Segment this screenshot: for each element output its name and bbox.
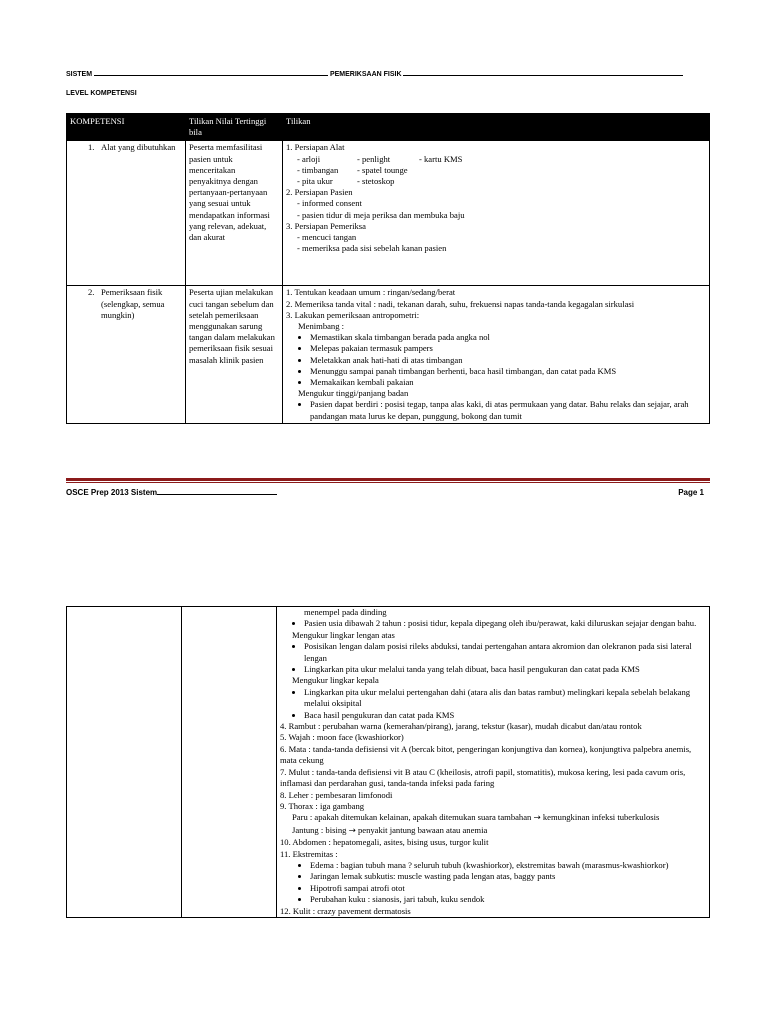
item-abdomen: 10. Abdomen : hepatomegali, asites, bising usus, turgor kulit [280,837,489,848]
alat-pita-ukur: - pita ukur [297,176,333,187]
item-kulit: 12. Kulit : crazy pavement dermatosis [280,905,411,916]
header-kompetensi: KOMPETENSI [67,114,186,141]
row1-nilai-cell [186,141,283,286]
item-antropometri: 3. Lakukan pemeriksaan antropometri: [286,309,420,320]
item-rambut: 4. Rambut : perubahan warna (kemerahan/pirang), jarang, tekstur (kasar), mudah dicabut dan/atau rontok [280,721,642,732]
row2-nilai-cell [186,286,283,423]
pemeriksaan-blank-line [403,69,683,76]
persiapan-alat: 1. Persiapan Alat [286,142,345,153]
pemeriksa-cuci: - mencuci tangan [297,232,357,243]
item-ekstremitas: 11. Ekstremitas : [280,848,338,859]
pemeriksa-sisi: - memeriksa pada sisi sebelah kanan pasien [297,243,447,254]
list-item: • Lingkarkan pita ukur melalui tanda yang telah dibuat, baca hasil pengukuran dan catat pada KMS [304,664,706,675]
list-item: • Memastikan skala timbangan berada pada angka nol [310,332,706,343]
alat-kms: - kartu KMS [419,153,463,164]
pemeriksaan-label: PEMERIKSAAN FISIK [329,71,402,78]
table-header-row [67,114,710,141]
ekstremitas-list [280,860,706,906]
paru-result: kemungkinan infeksi tuberkulosis [542,812,660,823]
list-item: • Perubahan kuku : sianosis, jari tabuh, kuku sendok [310,894,706,905]
row1-kompetensi: Alat yang dibutuhkan [101,142,176,153]
sistem-label: SISTEM [66,71,93,78]
list-item: • Lingkarkan pita ukur melalui pertengahan dahi (atara alis dan batas rambut) melingkari kepala sebelah belakang melalui oksipital [304,687,706,710]
pasien-consent: - informed consent [297,198,362,209]
item-jantung [280,825,706,837]
page-number: Page 1 [678,488,704,497]
item-mata: 6. Mata : tanda-tanda defisiensi vit A (bercak bitot, pengeringan konjungtiva dan kornea), konjungtiva palpebra anemis, mata cekung [280,743,692,766]
footer-divider [66,478,710,481]
row2-tilikan-cell [283,286,710,423]
p2-list-1 [280,618,706,629]
jantung-result: penyakit jantung bawaan atau anemia [357,824,488,835]
footer-left: OSCE Prep 2013 Sistem [66,488,158,497]
lingkar-lengan-label: Mengukur lingkar lengan atas [292,629,395,640]
list-item: • Pasien usia dibawah 2 tahun : posisi tidur, kepala dipegang oleh ibu/perawat, kaki diluruskan sejajar dengan bahu. [304,618,706,629]
row2-number: 2. [88,287,95,298]
p2-empty-cell-2 [182,607,277,918]
table-row [67,141,710,286]
row1-tilikan-cell [283,141,710,286]
list-item: • Menunggu sampai panah timbangan berhenti, baca hasil timbangan, dan catat pada KMS [310,366,706,377]
item-tanda-vital: 2. Memeriksa tanda vital : nadi, tekanan darah, suhu, frekuensi napas tanda-tanda kegagalan sirkulasi [286,298,635,309]
item-mulut: 7. Mulut : tanda-tanda defisiensi vit B atau C (kheilosis, atrofi papil, stomatitis), mukosa kering, lesi pada cavum oris, inflamasi dan perdarahan gusi, tanda-tanda infeksi pada faring [280,766,686,789]
alat-stetoskop: - stetoskop [357,176,395,187]
footer-blank-line [157,488,277,495]
table-row [67,607,710,918]
list-item: • Baca hasil pengukuran dan catat pada KMS [304,710,706,721]
list-item: • Pasien dapat berdiri : posisi tegap, tanpa alas kaki, di atas permukaan yang datar. Bahu relaks dan sejajar, arah pandangan mata lurus ke depan, punggung, bokong dan tumit [310,399,706,421]
lingkar-kepala-label: Mengukur lingkar kepala [292,675,379,686]
paru-text: Paru : apakah ditemukan kelainan, apakah ditemukan suara tambahan [292,812,532,823]
arrow-icon: → [348,825,356,836]
sistem-blank-line [94,69,328,76]
persiapan-pemeriksa: 3. Persiapan Pemeriksa [286,220,366,231]
alat-spatel: - spatel tounge [357,164,408,175]
p2-empty-cell-1 [67,607,182,918]
item-wajah: 5. Wajah : moon face (kwashiorkor) [280,732,404,743]
row1-kompetensi-cell [67,141,186,286]
alat-timbangan: - timbangan [297,164,339,175]
row2-nilai: Peserta ujian melakukan cuci tangan sebelum dan setelah pemeriksaan menggunakan sarung tangan dalam melakukan pemeriksaan fisik sesuai masalah klinik pasien [189,287,275,365]
item-keadaan-umum: 1. Tentukan keadaan umum : ringan/sedang/berat [286,287,456,298]
list-item: • Posisikan lengan dalam posisi rileks abduksi, tandai pertengahan antara akromion dan olekranon pada sisi lateral lengan [304,641,706,664]
level-kompetensi-label: LEVEL KOMPETENSI [66,90,137,97]
row1-nilai: Peserta memfasilitasi pasien untuk menceritakan penyakitnya dengan pertanyaan-pertanyaan yang sesuai untuk mendapatkan informasi yang relevan, adekuat, dan akurat [189,142,270,243]
item-leher: 8. Leher : pembesaran limfonodi [280,789,393,800]
mengukur-tinggi-label: Mengukur tinggi/panjang badan [298,388,409,399]
competency-table-continued [66,606,710,918]
mengukur-list [286,399,706,421]
table-row [67,286,710,423]
list-item: • Edema : bagian tubuh mana ? seluruh tubuh (kwashiorkor), ekstremitas bawah (marasmus-kwashiorkor) [310,860,706,871]
list-item: • Memakaikan kembali pakaian [310,377,706,388]
persiapan-pasien: 2. Persiapan Pasien [286,187,353,198]
menimbang-label: Menimbang : [298,321,345,332]
p2-list-3 [280,687,706,721]
item-paru [280,812,706,824]
header-nilai: Tilikan Nilai Tertinggi bila [186,114,283,141]
row2-kompetensi-cell [67,286,186,423]
p2-menempel: menempel pada dinding [304,607,387,617]
list-item: • Hipotrofi sampai atrofi otot [310,883,706,894]
competency-table [66,113,710,424]
list-item: • Melepas pakaian termasuk pampers [310,343,706,354]
row2-kompetensi: Pemeriksaan fisik (selengkap, semua mungkin) [101,287,165,320]
arrow-icon: → [533,813,541,824]
pasien-tidur: - pasien tidur di meja periksa dan membuka baju [297,209,465,220]
alat-arloji: - arloji [297,153,321,164]
jantung-text: Jantung : bising [292,824,347,835]
menimbang-list [286,332,706,388]
list-item: • Meletakkan anak hati-hati di atas timbangan [310,355,706,366]
header-sistem [66,69,683,78]
page-footer [66,488,710,497]
p2-tilikan-cell [277,607,710,918]
p2-list-2 [280,641,706,675]
row1-number: 1. [88,142,95,153]
item-thorax: 9. Thorax : iga gambang [280,800,365,811]
footer-divider-thin [66,482,710,483]
list-item: • Jaringan lemak subkutis: muscle wasting pada lengan atas, baggy pants [310,871,706,882]
header-tilikan: Tilikan [283,114,710,141]
alat-penlight: - penlight [357,153,391,164]
